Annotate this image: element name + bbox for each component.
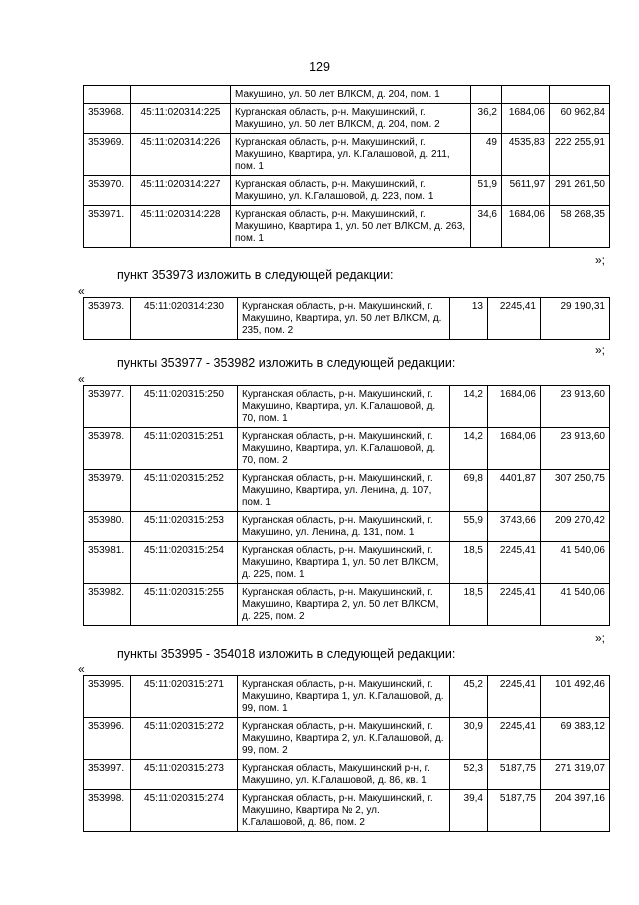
cadastral-value-cell: 307 250,75 xyxy=(541,470,610,512)
rate-cell: 4535,83 xyxy=(502,134,550,176)
address-cell: Курганская область, р-н. Макушинский, г. Макушино, Квартира 1, ул. 50 лет ВЛКСМ, д. 263, пом. 1 xyxy=(231,206,471,248)
rate-cell: 5187,75 xyxy=(488,790,541,832)
area-cell: 18,5 xyxy=(450,542,488,584)
opening-quote: « xyxy=(78,662,85,676)
area-cell: 51,9 xyxy=(471,176,502,206)
row-number-cell: 353978. xyxy=(84,428,131,470)
opening-quote: « xyxy=(78,372,85,386)
paragraph-353977-353982: пункты 353977 - 353982 изложить в следующей редакции: xyxy=(117,356,456,370)
cadastral-number-cell: 45:11:020314:230 xyxy=(131,298,238,340)
table-row xyxy=(84,206,610,248)
cadastral-number-cell: 45:11:020315:273 xyxy=(131,760,238,790)
rate-cell: 1684,06 xyxy=(488,428,541,470)
opening-quote: « xyxy=(78,284,85,298)
rate-cell: 4401,87 xyxy=(488,470,541,512)
area-cell: 49 xyxy=(471,134,502,176)
area-cell: 36,2 xyxy=(471,104,502,134)
row-number-cell: 353970. xyxy=(84,176,131,206)
cadastral-value-cell: 222 255,91 xyxy=(550,134,610,176)
area-cell: 14,2 xyxy=(450,386,488,428)
closing-quote: »; xyxy=(594,253,605,267)
cadastral-number-cell: 45:11:020315:274 xyxy=(131,790,238,832)
area-cell: 18,5 xyxy=(450,584,488,626)
table-row xyxy=(84,512,610,542)
row-number-cell: 353973. xyxy=(84,298,131,340)
address-cell: Курганская область, р-н. Макушинский, г. Макушино, Квартира 2, ул. К.Галашовой, д. 99, пом. 2 xyxy=(238,718,450,760)
paragraph-353973: пункт 353973 изложить в следующей редакции: xyxy=(117,268,394,282)
cadastral-value-cell xyxy=(550,86,610,104)
area-cell: 13 xyxy=(450,298,488,340)
row-number-cell: 353998. xyxy=(84,790,131,832)
table-row xyxy=(84,584,610,626)
property-table-3 xyxy=(83,385,610,626)
address-cell: Курганская область, р-н. Макушинский, г. Макушино, Квартира, ул. К.Галашовой, д. 70, пом. 2 xyxy=(238,428,450,470)
area-cell: 30,9 xyxy=(450,718,488,760)
row-number-cell xyxy=(84,86,131,104)
address-cell: Курганская область, р-н. Макушинский, г. Макушино, ул. Ленина, д. 131, пом. 1 xyxy=(238,512,450,542)
row-number-cell: 353969. xyxy=(84,134,131,176)
table-row xyxy=(84,428,610,470)
table-row xyxy=(84,86,610,104)
cadastral-value-cell: 41 540,06 xyxy=(541,542,610,584)
rate-cell xyxy=(502,86,550,104)
closing-quote: »; xyxy=(594,631,605,645)
cadastral-value-cell: 101 492,46 xyxy=(541,676,610,718)
address-cell: Курганская область, р-н. Макушинский, г. Макушино, Квартира, ул. 50 лет ВЛКСМ, д. 235, пом. 2 xyxy=(238,298,450,340)
rate-cell: 2245,41 xyxy=(488,298,541,340)
cadastral-value-cell: 69 383,12 xyxy=(541,718,610,760)
rate-cell: 1684,06 xyxy=(488,386,541,428)
rate-cell: 1684,06 xyxy=(502,206,550,248)
rate-cell: 2245,41 xyxy=(488,676,541,718)
area-cell: 34,6 xyxy=(471,206,502,248)
address-cell: Курганская область, р-н. Макушинский, г. Макушино, Квартира 1, ул. 50 лет ВЛКСМ, д. 225, пом. 1 xyxy=(238,542,450,584)
cadastral-number-cell xyxy=(131,86,231,104)
address-cell: Курганская область, р-н. Макушинский, г. Макушино, ул. 50 лет ВЛКСМ, д. 204, пом. 2 xyxy=(231,104,471,134)
area-cell: 55,9 xyxy=(450,512,488,542)
property-table-1 xyxy=(83,85,610,248)
page-number: 129 xyxy=(309,60,330,74)
address-cell: Курганская область, р-н. Макушинский, г. Макушино, Квартира, ул. Ленина, д. 107, пом. 1 xyxy=(238,470,450,512)
table-row xyxy=(84,470,610,512)
area-cell: 45,2 xyxy=(450,676,488,718)
cadastral-number-cell: 45:11:020314:226 xyxy=(131,134,231,176)
cadastral-value-cell: 291 261,50 xyxy=(550,176,610,206)
cadastral-number-cell: 45:11:020315:255 xyxy=(131,584,238,626)
row-number-cell: 353977. xyxy=(84,386,131,428)
cadastral-value-cell: 23 913,60 xyxy=(541,386,610,428)
cadastral-value-cell: 23 913,60 xyxy=(541,428,610,470)
table-row xyxy=(84,176,610,206)
property-table-4 xyxy=(83,675,610,832)
table-row xyxy=(84,104,610,134)
cadastral-value-cell: 204 397,16 xyxy=(541,790,610,832)
table-row xyxy=(84,790,610,832)
cadastral-number-cell: 45:11:020315:272 xyxy=(131,718,238,760)
cadastral-number-cell: 45:11:020314:228 xyxy=(131,206,231,248)
address-cell: Курганская область, р-н. Макушинский, г. Макушино, Квартира № 2, ул. К.Галашовой, д. 86, пом. 2 xyxy=(238,790,450,832)
table-row xyxy=(84,298,610,340)
cadastral-value-cell: 41 540,06 xyxy=(541,584,610,626)
cadastral-number-cell: 45:11:020314:225 xyxy=(131,104,231,134)
address-cell: Макушино, ул. 50 лет ВЛКСМ, д. 204, пом. 1 xyxy=(231,86,471,104)
table-row xyxy=(84,542,610,584)
cadastral-number-cell: 45:11:020315:252 xyxy=(131,470,238,512)
table-row xyxy=(84,760,610,790)
row-number-cell: 353982. xyxy=(84,584,131,626)
rate-cell: 5611,97 xyxy=(502,176,550,206)
rate-cell: 2245,41 xyxy=(488,584,541,626)
row-number-cell: 353979. xyxy=(84,470,131,512)
row-number-cell: 353997. xyxy=(84,760,131,790)
cadastral-value-cell: 209 270,42 xyxy=(541,512,610,542)
area-cell: 14,2 xyxy=(450,428,488,470)
area-cell xyxy=(471,86,502,104)
row-number-cell: 353971. xyxy=(84,206,131,248)
table-row xyxy=(84,386,610,428)
area-cell: 52,3 xyxy=(450,760,488,790)
table-row xyxy=(84,718,610,760)
paragraph-353995-354018: пункты 353995 - 354018 изложить в следующей редакции: xyxy=(117,647,456,661)
cadastral-number-cell: 45:11:020315:271 xyxy=(131,676,238,718)
cadastral-number-cell: 45:11:020315:250 xyxy=(131,386,238,428)
rate-cell: 5187,75 xyxy=(488,760,541,790)
address-cell: Курганская область, р-н. Макушинский, г. Макушино, Квартира 2, ул. 50 лет ВЛКСМ, д. 225, пом. 2 xyxy=(238,584,450,626)
address-cell: Курганская область, р-н. Макушинский, г. Макушино, Квартира 1, ул. К.Галашовой, д. 99, пом. 1 xyxy=(238,676,450,718)
table-row xyxy=(84,676,610,718)
address-cell: Курганская область, Макушинский р-н, г. Макушино, ул. К.Галашовой, д. 86, кв. 1 xyxy=(238,760,450,790)
rate-cell: 2245,41 xyxy=(488,718,541,760)
area-cell: 39,4 xyxy=(450,790,488,832)
address-cell: Курганская область, р-н. Макушинский, г. Макушино, Квартира, ул. К.Галашовой, д. 211, пом. 1 xyxy=(231,134,471,176)
rate-cell: 2245,41 xyxy=(488,542,541,584)
cadastral-value-cell: 58 268,35 xyxy=(550,206,610,248)
closing-quote: »; xyxy=(594,343,605,357)
address-cell: Курганская область, р-н. Макушинский, г. Макушино, ул. К.Галашовой, д. 223, пом. 1 xyxy=(231,176,471,206)
row-number-cell: 353968. xyxy=(84,104,131,134)
area-cell: 69,8 xyxy=(450,470,488,512)
address-cell: Курганская область, р-н. Макушинский, г. Макушино, Квартира, ул. К.Галашовой, д. 70, пом. 1 xyxy=(238,386,450,428)
row-number-cell: 353995. xyxy=(84,676,131,718)
rate-cell: 1684,06 xyxy=(502,104,550,134)
cadastral-number-cell: 45:11:020315:251 xyxy=(131,428,238,470)
rate-cell: 3743,66 xyxy=(488,512,541,542)
cadastral-number-cell: 45:11:020314:227 xyxy=(131,176,231,206)
property-table-2 xyxy=(83,297,610,340)
row-number-cell: 353981. xyxy=(84,542,131,584)
row-number-cell: 353996. xyxy=(84,718,131,760)
cadastral-number-cell: 45:11:020315:254 xyxy=(131,542,238,584)
cadastral-value-cell: 29 190,31 xyxy=(541,298,610,340)
row-number-cell: 353980. xyxy=(84,512,131,542)
table-row xyxy=(84,134,610,176)
cadastral-value-cell: 271 319,07 xyxy=(541,760,610,790)
cadastral-number-cell: 45:11:020315:253 xyxy=(131,512,238,542)
cadastral-value-cell: 60 962,84 xyxy=(550,104,610,134)
